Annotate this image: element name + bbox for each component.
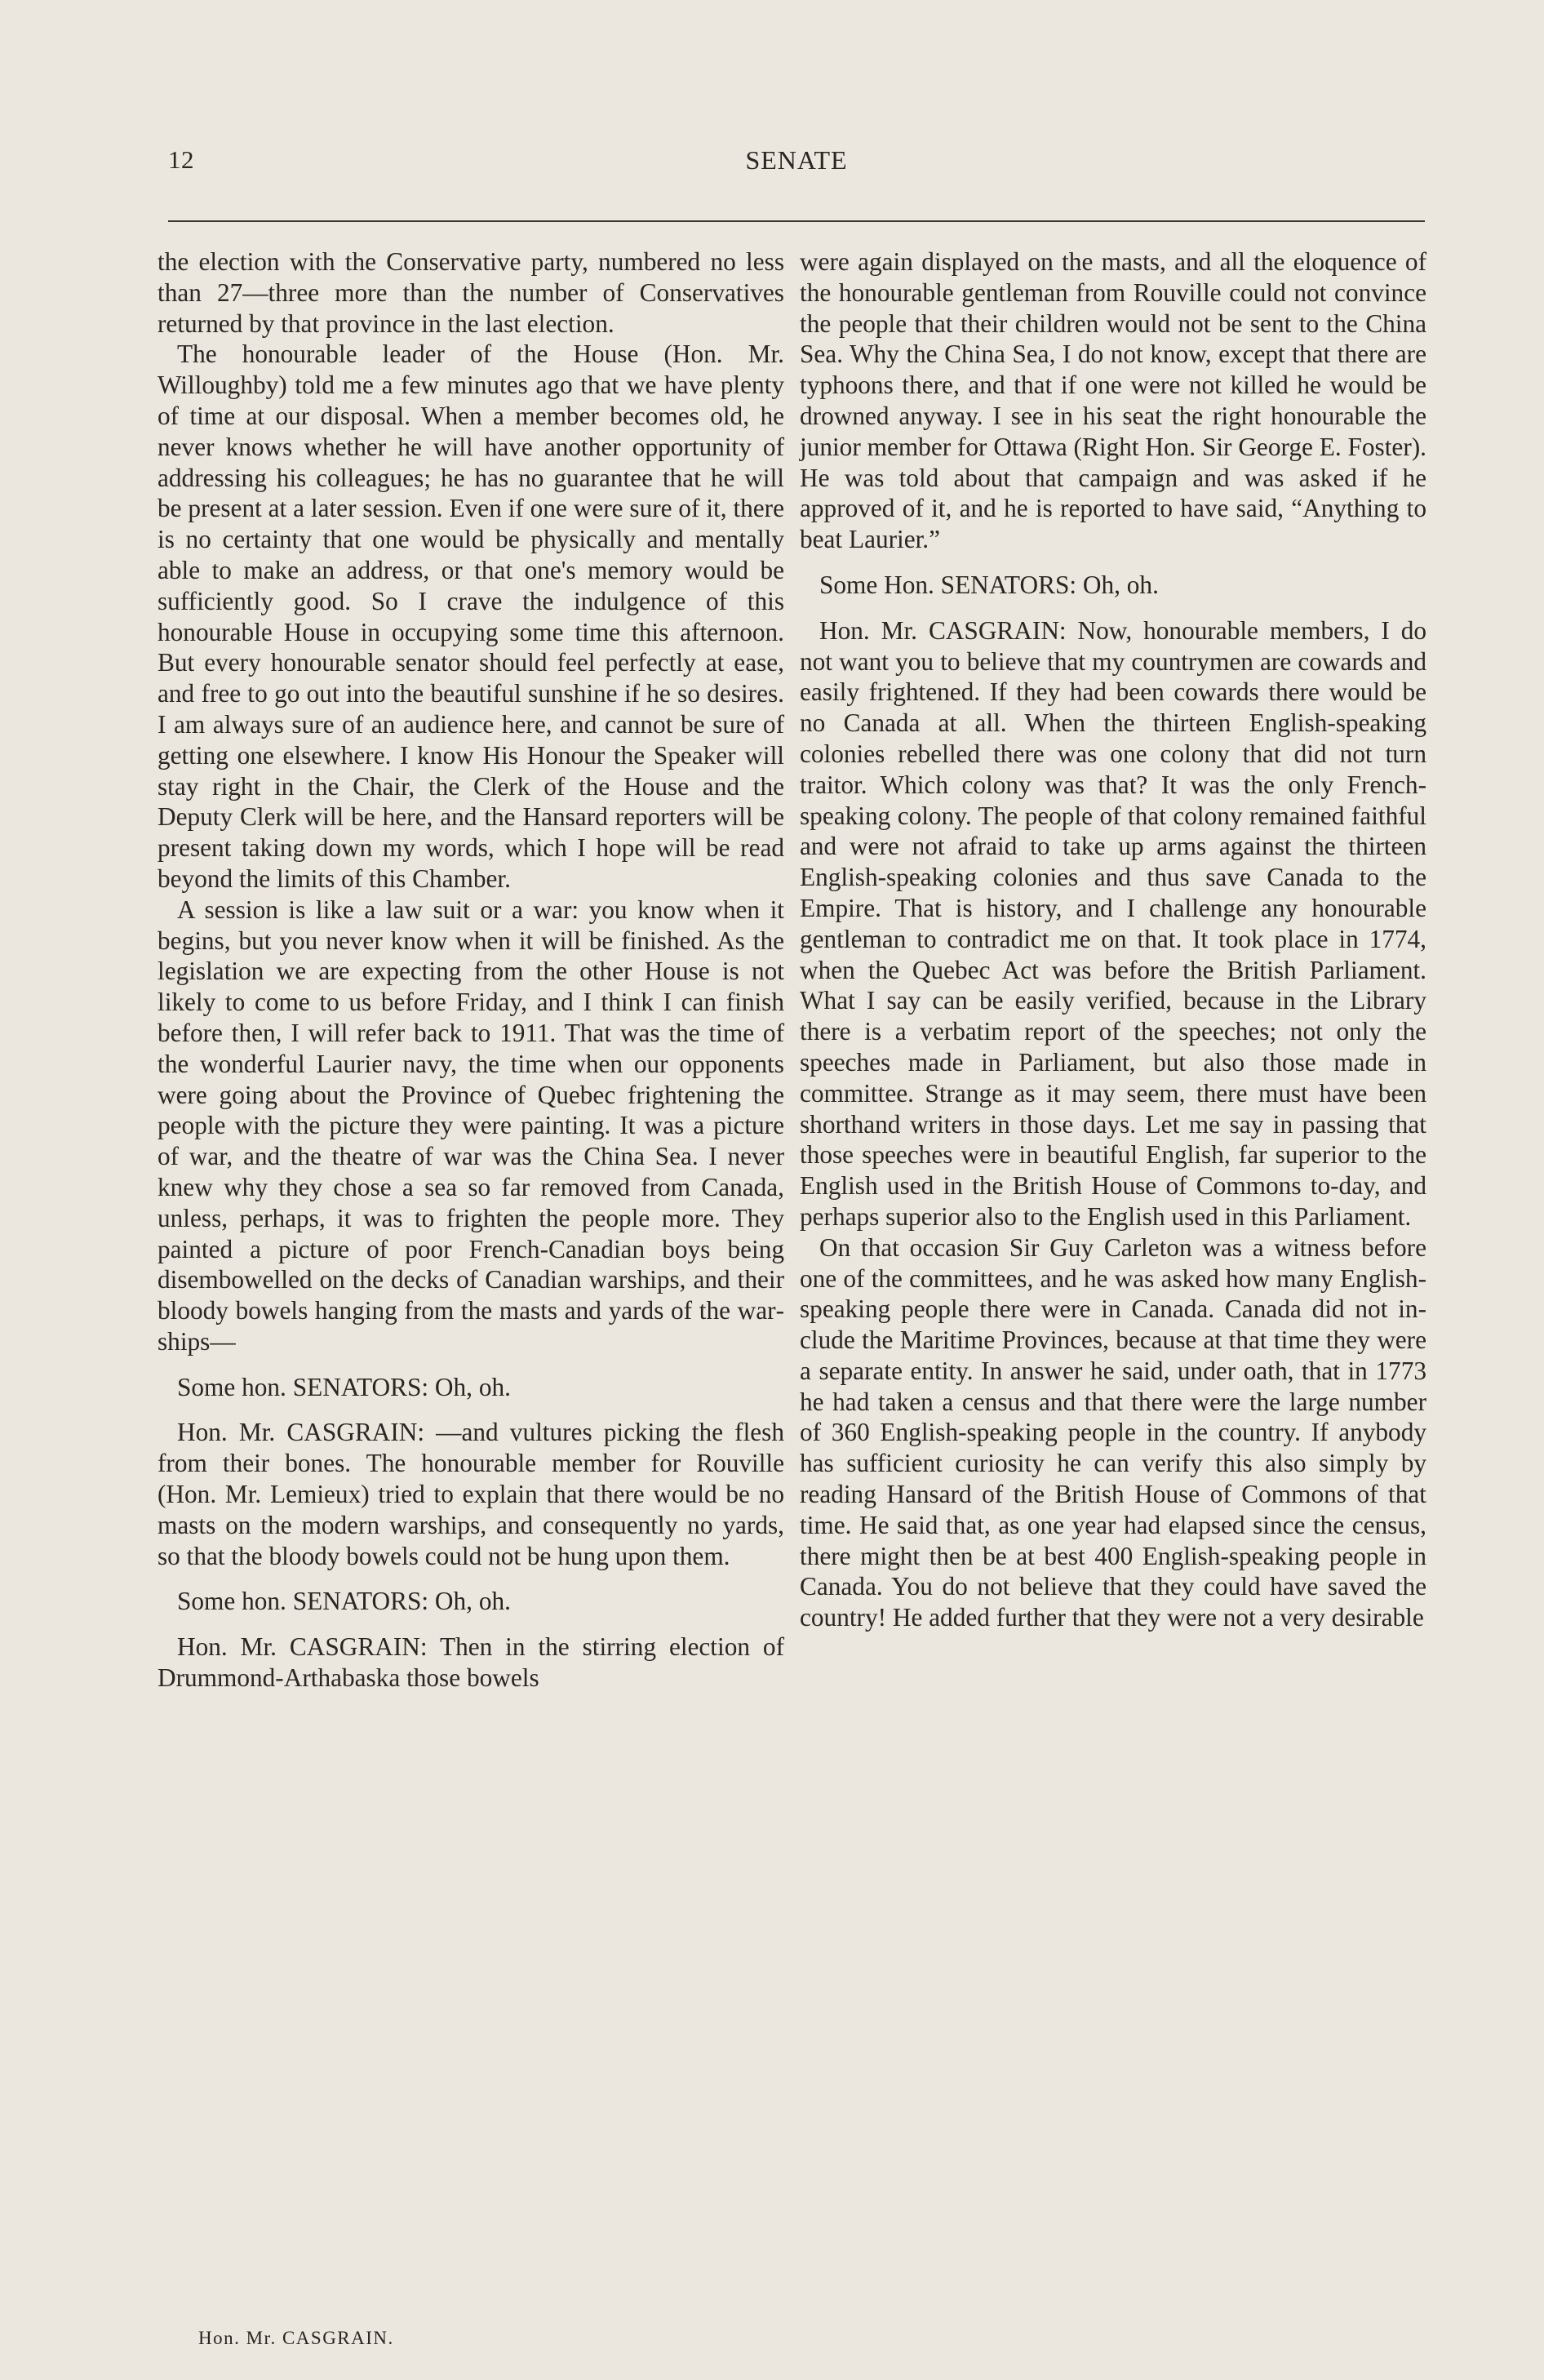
page-header bbox=[168, 145, 1425, 186]
interjection: Some hon. SENATORS: Oh, oh. bbox=[177, 1587, 511, 1616]
paragraph: Hon. Mr. CASGRAIN: —and vultures picking the flesh from their bones. The honourable member for Rouville (Hon. Mr. Lemieux) tried to explain that there would be no masts on the modern warships, and consequently no yards, so that the bloody bowels could not be hung upon them. bbox=[158, 1418, 784, 1570]
page-number: 12 bbox=[168, 145, 194, 174]
paragraph: A session is like a law suit or a war: you know when it begins, but you never know when it will be finished. As the legislation we are expecting from the other House is not likely to come to us before Friday, and I think I can finish before then, I will refer back to 1911. That was the time of the wonderful Laurier navy, the time when our opponents were going about the Province of Quebec frightening the people with the picture they were painting. It was a picture of war, and the theatre of war was the China Sea. I never knew why they chose a sea so far removed from Canada, unless, perhaps, it was to frighten the people more. They painted a picture of poor French-Canadian boys being disembowelled on the decks of Canadian warships, and their bloody bowels hanging from the masts and yards of the warships— bbox=[158, 895, 784, 1356]
paragraph: The honourable leader of the House (Hon. Mr. Willoughby) told me a few minutes ago that we have plenty of time at our disposal. When a member becomes old, he never knows whether he will have another opportunity of addressing his colleagues; he has no guarantee that he will be present at a later session. Even if one were sure of it, there is no certainty that one would be physically and mentally able to make an address, or that one's memory would be sufficiently good. So I crave the indulgence of this honourable House in occupying some time this afternoon. But every honourable senator should feel perfectly at ease, and free to go out into the beautiful sunshine if he so desires. I am always sure of an audience here, and cannot be sure of getting one elsewhere. I know His Honour the Speaker will stay right in the Chair, the Clerk of the House and the Deputy Clerk will be here, and the Hansard reporters will be present taking down my words, which I hope will be read beyond the limits of this Chamber. bbox=[158, 340, 784, 893]
paragraph: Hon. Mr. CASGRAIN: Now, honourable members, I do not want you to believe that my countrymen are cowards and easily frightened. If they had been cowards there would be no Canada at all. When the thirteen English-speaking colonies rebelled there was one colony that did not turn traitor. Which colony was that? It was the only French-speaking colony. The people of that colony remained faithful and were not afraid to take up arms against the thirteen English-speaking colonies and thus save Canada to the Empire. That is history, and I challenge any honourable gentleman to contradict me on that. It took place in 1774, when the Quebec Act was before the British Parliament. What I say can be easily verified, because in the Library there is a verbatim report of the speeches; not only the speeches made in Parliament, but also those made in committee. Strange as it may seem, there must have been shorthand writers in those days. Let me say in passing that those speeches were in beautiful English, far superior to the English used in the British House of Commons to-day, and perhaps superior also to the English used in this Parliament. bbox=[800, 615, 1426, 1231]
interjection: Some Hon. SENATORS: Oh, oh. bbox=[819, 570, 1159, 599]
running-head: SENATE bbox=[745, 145, 848, 175]
paragraph: were again displayed on the masts, and all the eloquence of the honourable gentleman from Rouville could not convince the people that their children would not be sent to the China Sea. Why the China Sea, I do not know, except that there are typhoons there, and that if one were not killed he would be drowned anyway. I see in his seat the right honourable the junior member for Ottawa (Right Hon. Sir George E. Foster). He was told about that campaign and was asked if he approved of it, and he is reported to have said, “Anything to beat Laurier.” bbox=[800, 247, 1426, 554]
interjection: Some hon. SENATORS: Oh, oh. bbox=[177, 1372, 511, 1401]
paragraph: the election with the Conservative party, numbered no less than 27—three more than the number of Conservatives returned by that province in the last election. bbox=[158, 247, 784, 338]
footer-speaker-name: Hon. Mr. CASGRAIN. bbox=[198, 2328, 394, 2348]
paragraph: On that occasion Sir Guy Carleton was a witness before one of the committees, and he was asked how many English-speaking people there were in Canada. Canada did not include the Maritime Provinces, because at that time they were a separate entity. In answer he said, under oath, that in 1773 he had taken a census and that there were the large number of 360 English-speaking people in the country. If anybody has sufficient curiosity he can verify this also simply by reading Hansard of the British House of Commons of that time. He said that, as one year had elapsed since the census, there might then be at best 400 English-speaking people in Canada. You do not believe that they could have saved the country! He added further that they were not a very desirable bbox=[800, 1232, 1426, 1632]
right-column bbox=[800, 246, 1426, 1633]
left-column bbox=[158, 246, 784, 1694]
paragraph: Hon. Mr. CASGRAIN: Then in the stirring election of Drummond-Arthabaska those bowels bbox=[158, 1632, 784, 1693]
header-rule bbox=[168, 220, 1425, 222]
